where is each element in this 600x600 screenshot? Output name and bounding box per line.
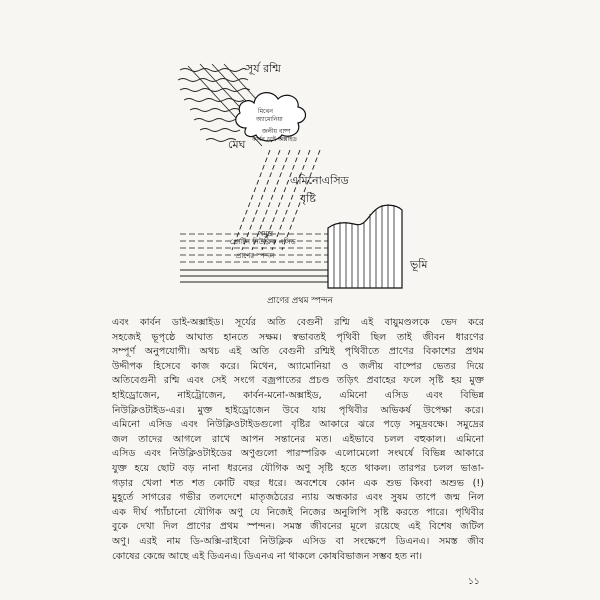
- text-line: বুকে দেখা দিল প্রাণের প্রথম স্পন্দন। সমস্ত জীবনের মূলে রয়েছে এই বিশেষ জটিল: [112, 521, 484, 533]
- cloud-inner-water-vapour: জলীয় বাষ্প: [262, 128, 291, 135]
- text-line: অণু। এরই নাম ডি-অক্সি-রাইবো নিউক্লিক এসিড বা সংক্ষেপে ডিএনএ। সমস্ত জীব: [112, 535, 484, 547]
- life-pulse-label: প্রাণের স্পন্দন: [236, 252, 275, 260]
- text-line: নিউক্লিওটাইড-এর। মুক্ত হাইড্রোজেন উবে যায় পৃথিবীর অভিকর্ষ উপেক্ষা করে।: [112, 404, 484, 416]
- text-line: কোষের কেন্দ্রে আছে এই ডিএনএ। ডিএনএ না থাকলে কোষবিভাজন সম্ভব হত না।: [112, 550, 423, 562]
- cloud-label: মেঘ: [228, 138, 246, 151]
- amino-acid-label: এমিনোএসিড: [290, 174, 349, 187]
- sea-floor: [180, 270, 330, 282]
- page-number: ১১: [468, 577, 480, 587]
- figure-caption: প্রাণের প্রথম স্পন্দন: [267, 296, 333, 306]
- text-line: এসিড এবং নিউক্লিওটাইডের অণুগুলো পারস্পরিক এলোমেলো সংঘর্ষে বিভিন্ন আকারে: [112, 448, 484, 460]
- text-line: সহজেই ভূপৃষ্ঠে আঘাত হানতে সক্ষম। স্বভাবতই পৃথিবী ছিল তাই জীবন ধারণের: [112, 331, 484, 343]
- text-line: এবং কার্বন ডাই-অক্সাইড। সূর্যের অতি বেগুনী রশ্মি এই বায়ুমণ্ডলকে ভেদ করে: [112, 317, 484, 328]
- land-label: ভূমি: [410, 258, 428, 271]
- text-line: উদ্দীপক হিসেবে কাজ করে। মিথেন, অ্যামোনিয়া ও জলীয় বাষ্পের ভেতর দিয়ে: [112, 360, 484, 372]
- cloud-inner-ammonia: অ্যামোনিয়া: [256, 116, 283, 123]
- text-line: এমিনো এসিড এবং নিউক্লিওটাইডগুলো বৃষ্টির আকারে ঝরে পড়ে সমুদ্রবক্ষে। সমুদ্রের: [112, 419, 484, 431]
- sun-rays-label: সূর্য রশ্মি: [246, 62, 281, 75]
- text-line: যুক্ত হয়ে ছোট বড় নানা ধরনের যৌগিক অণু সৃষ্টি হতে থাকল। তারপর চলল ভাঙা-: [112, 462, 484, 474]
- text-line: অতিবেগুনী রশ্মি এবং সেই সংগে বজ্রপাতের প্রচণ্ড তড়িৎ প্রবাহের ফলে সৃষ্টি হয় মুক্ত: [112, 375, 484, 387]
- text-line: মুহূর্তে সাগরের গভীর তলদেশে মাতৃজঠরের ন্যায় অন্ধকার এবং সুষম তাপে জন্ম নিল: [112, 492, 484, 504]
- text-line: সম্পূর্ণ অনুপযোগী। অথচ এই অতি বেগুনী রশ্মিই পৃথিবীতে প্রাণের বিকাশের প্রথম: [112, 346, 484, 358]
- text-line: এক দীর্ঘ প্যাঁচানো যৌগিক অণু যে নিজেই নিজের অনুলিপি সৃষ্টি করতে পারে। পৃথিবীর: [112, 506, 484, 518]
- cloud-inner-co2: কার্বন ডাই অক্সাইড: [252, 136, 297, 143]
- text-line: জল তাদের আগলে রাখে আপন সন্তানের মত। এইভাবে চলল বহুকাল। এমিনো: [112, 433, 484, 445]
- body-paragraph: [112, 316, 484, 564]
- sea-label: সমুদ্র: [258, 229, 274, 238]
- cloud-inner-methane: মিথেন: [258, 108, 273, 115]
- land: [328, 205, 402, 288]
- rain-label: বৃষ্টি: [300, 192, 316, 205]
- protein-label: প্রোটিন নিউক্লিক এসিড: [230, 238, 296, 246]
- text-line: গড়ার খেলা শত শত কোটি বছর ধরে। অবশেষে কোন এক শুভ কিংবা অশুভ (!): [112, 477, 484, 489]
- text-line: হাইড্রোজেন, নাইট্রোজেন, কার্বন-মনো-অক্সাইড, এমিনো এসিড এবং বিভিন্ন: [112, 389, 484, 401]
